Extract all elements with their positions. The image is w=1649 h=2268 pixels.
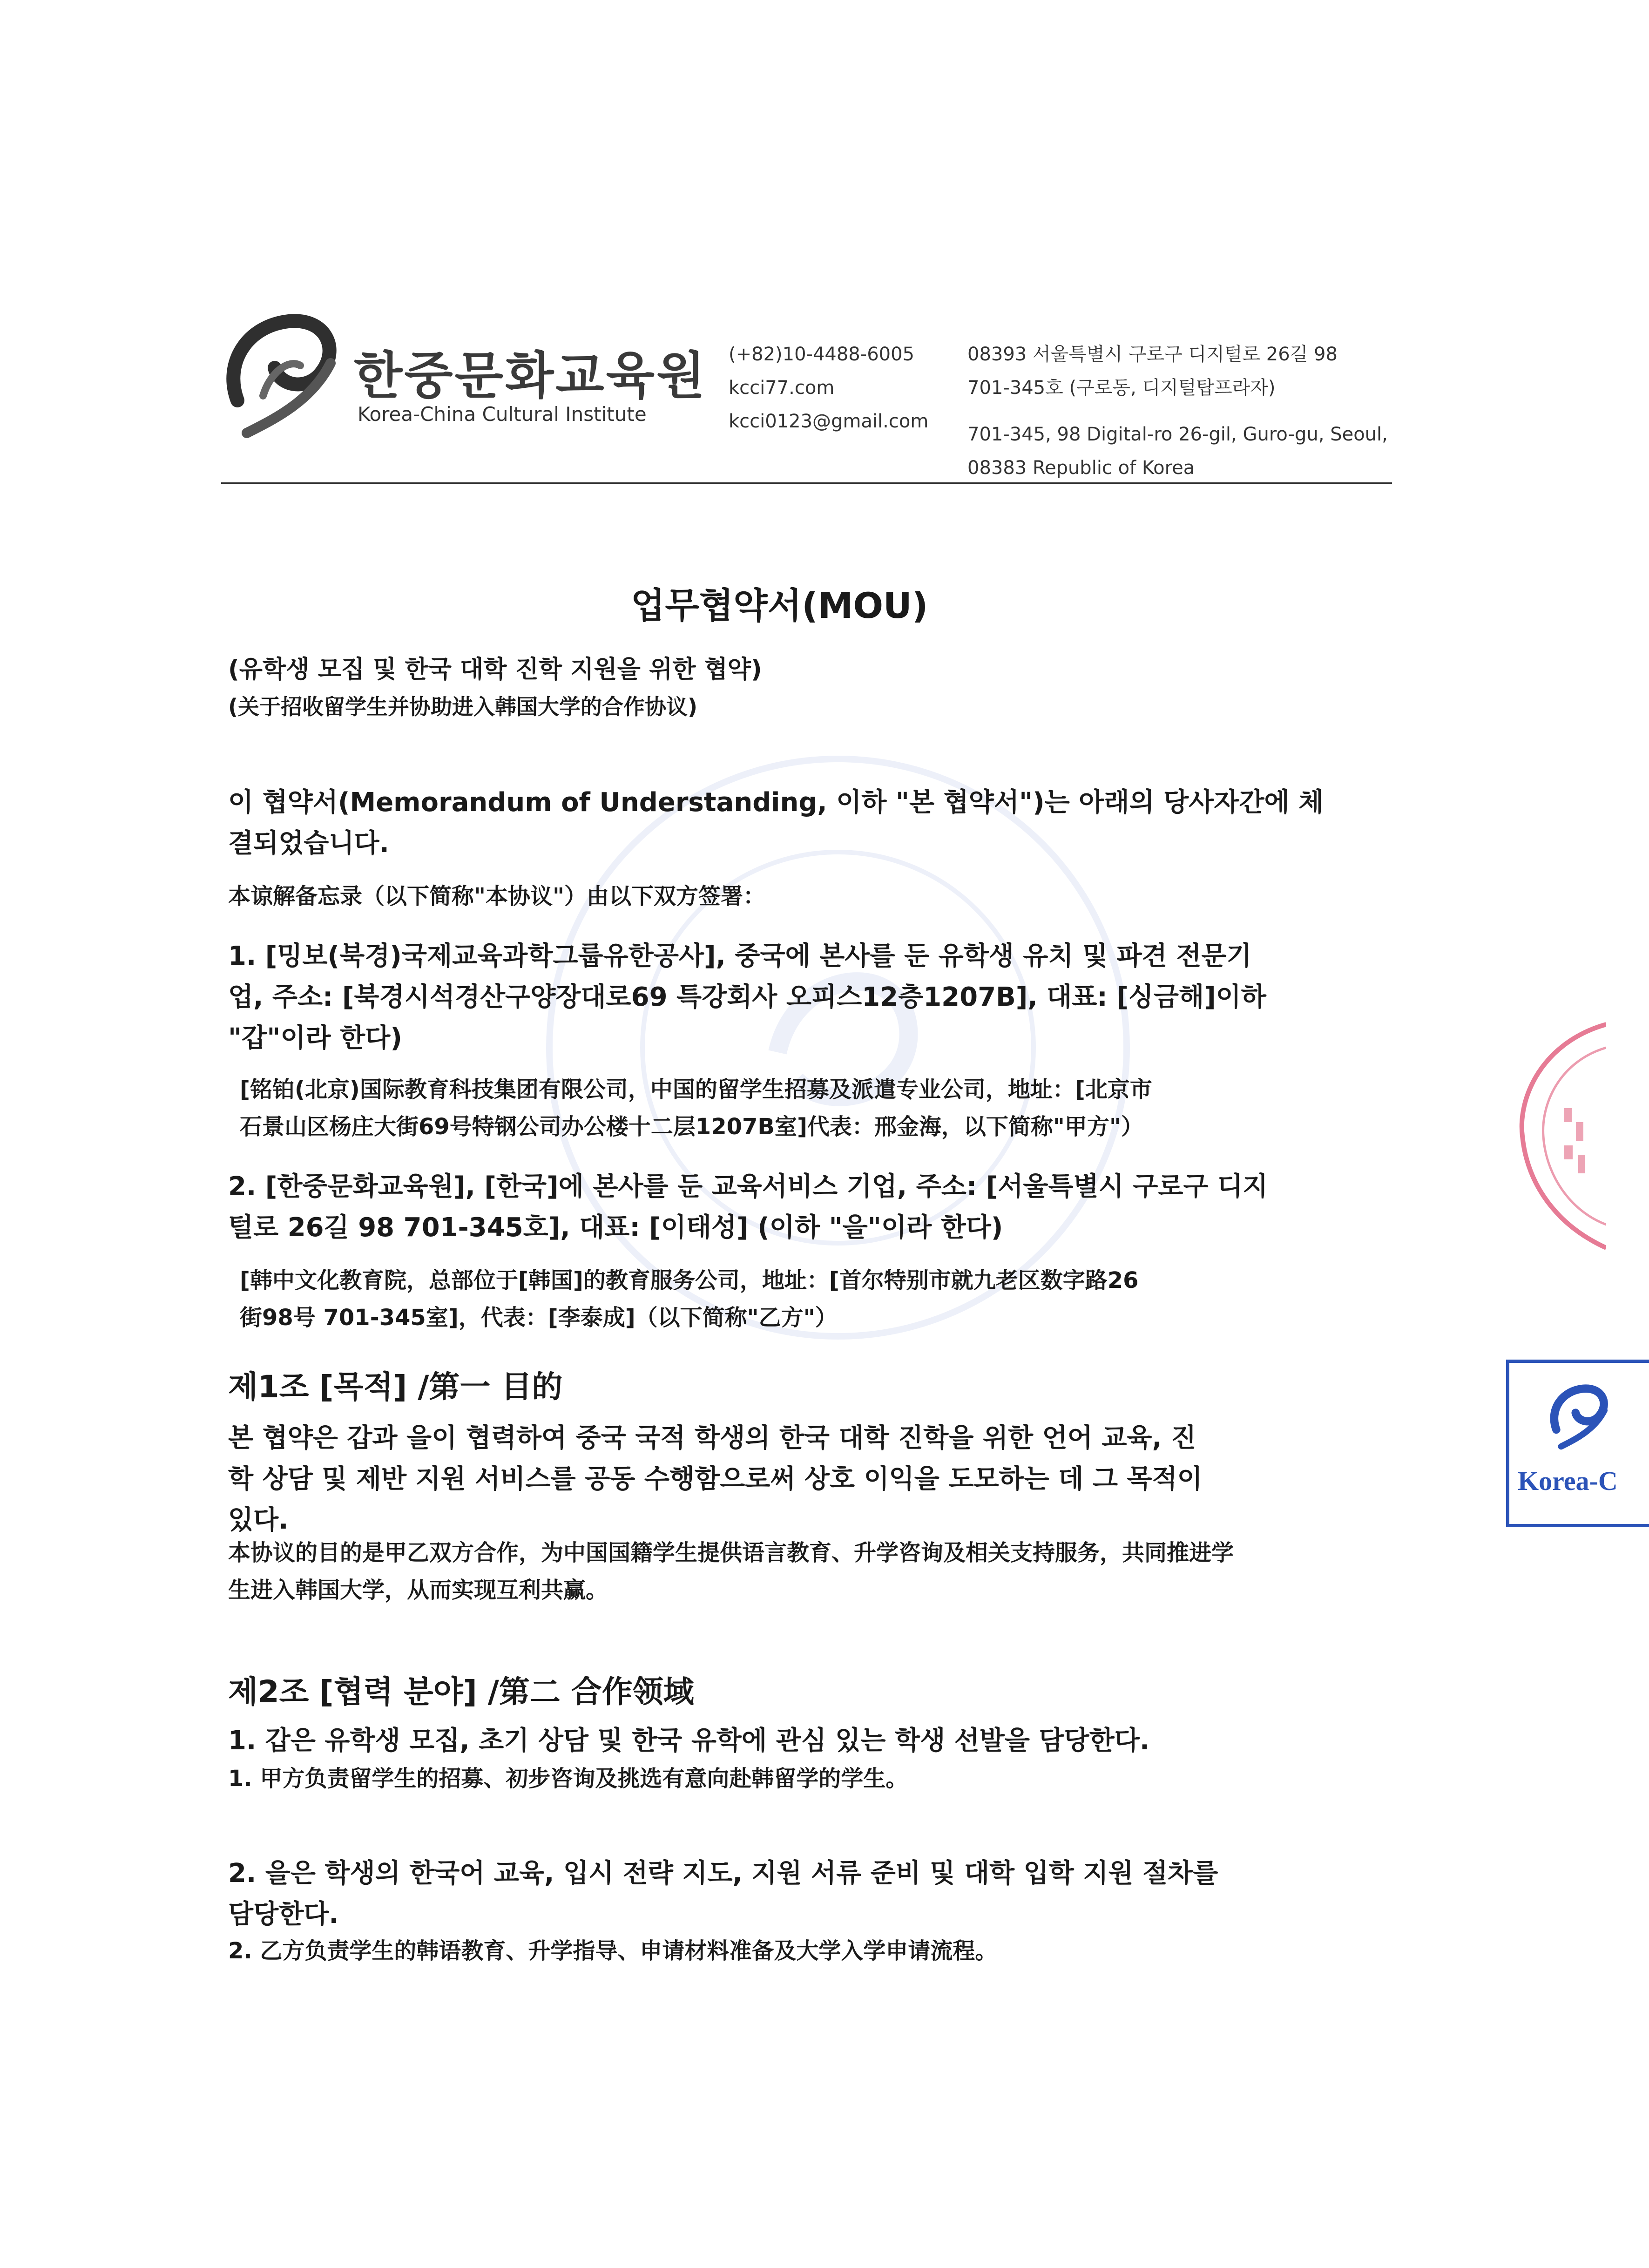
article1-chinese: 本协议的目的是甲乙双方合作，为中国国籍学生提供语言教育、升学咨询及相关支持服务，共同推进学 生进入韩国大学，从而实现互利共赢。 [228, 1540, 1234, 1603]
blue-logo-stamp [1506, 1360, 1649, 1527]
contact-info [729, 338, 928, 438]
article1-korean: 본 협약은 갑과 을이 협력하여 중국 국적 학생의 한국 대학 진학을 위한 언어 교육, 진 학 상담 및 제반 지원 서비스를 공동 수행함으로써 상호 이익을 도모하는 데 그 목적이 있다. [228, 1423, 1203, 1535]
intro-korean: 이 협약서(Memorandum of Understanding, 이하 "본 협약서")는 아래의 당사자간에 체 결되었습니다. [228, 787, 1324, 859]
subtitle-korean: (유학생 모집 및 한국 대학 진학 지원을 위한 협약) [228, 656, 762, 684]
subtitle-chinese: (关于招收留学生并协助进入韩国大学的合作协议) [228, 694, 698, 719]
logo-icon [219, 307, 345, 442]
article2-item1-korean: 1. 갑은 유학생 모집, 초기 상담 및 한국 유학에 관심 있는 학생 선발을 담당한다. [228, 1726, 1150, 1756]
email: kcci0123@gmail.com [729, 411, 929, 432]
intro-chinese: 本谅解备忘录（以下简称"本协议"）由以下双方签署： [228, 883, 766, 909]
article1-heading: 제1조 [목적] /第一 目的 [228, 1369, 563, 1405]
address-en-line2: 08383 Republic of Korea [967, 457, 1195, 479]
document-title: 업무협약서(MOU) [631, 585, 928, 626]
logo-korean-name: 한중문화교육원 [354, 347, 707, 405]
party1-korean: 1. [밍보(북경)국제교육과학그룹유한공사], 중국에 본사를 둔 유학생 유치 및 파견 전문기 업, 주소: [북경시석경산구양장대로69 특강회사 오피스12층1207B], 대표: [싱금해]이하 "갑"이라 한다) [228, 941, 1266, 1053]
address-en-line1: 701-345, 98 Digital-ro 26-gil, Guro-gu, Seoul, [967, 424, 1388, 445]
stamp-logo-icon [1547, 1381, 1612, 1451]
address-info [967, 338, 1388, 485]
address-ko-line1: 08393 서울특별시 구로구 디지털로 26길 98 [967, 344, 1338, 365]
red-seal-stamp [1513, 1015, 1606, 1257]
party1-chinese: [铭铂(北京)国际教育科技集团有限公司，中国的留学生招募及派遣专业公司，地址：[北京市 石景山区杨庄大街69号特钢公司办公楼十二层1207B室]代表：邢金海，以下简称"甲方"） [240, 1076, 1152, 1140]
article2-heading: 제2조 [협력 분야] /第二 合作领域 [228, 1674, 694, 1710]
logo-english-name: Korea-China Cultural Institute [358, 403, 647, 426]
article2-item1-chinese: 1. 甲方负责留学生的招募、初步咨询及挑选有意向赴韩留学的学生。 [228, 1766, 908, 1792]
address-ko-line2: 701-345호 (구로동, 디지털탑프라자) [967, 377, 1276, 399]
party2-korean: 2. [한중문화교육원], [한국]에 본사를 둔 교육서비스 기업, 주소: [서울특별시 구로구 디지 털로 26길 98 701-345호], 대표: [이태성] (이하 "을"이라 한다) [228, 1171, 1268, 1243]
stamp-text: Korea-C [1518, 1466, 1618, 1496]
header-divider [221, 482, 1392, 484]
article2-item2-korean: 2. 을은 학생의 한국어 교육, 입시 전략 지도, 지원 서류 준비 및 대학 입학 지원 절차를 담당한다. [228, 1858, 1218, 1929]
article2-item2-chinese: 2. 乙方负责学生的韩语教育、升学指导、申请材料准备及大学入学申请流程。 [228, 1938, 998, 1964]
party2-chinese: [韩中文化教育院，总部位于[韩国]的教育服务公司，地址：[首尔特别市就九老区数字路26 街98号 701-345室]，代表：[李泰成]（以下简称"乙方"） [240, 1267, 1139, 1331]
website: kcci77.com [729, 377, 835, 399]
phone-number: (+82)10-4488-6005 [729, 344, 914, 365]
